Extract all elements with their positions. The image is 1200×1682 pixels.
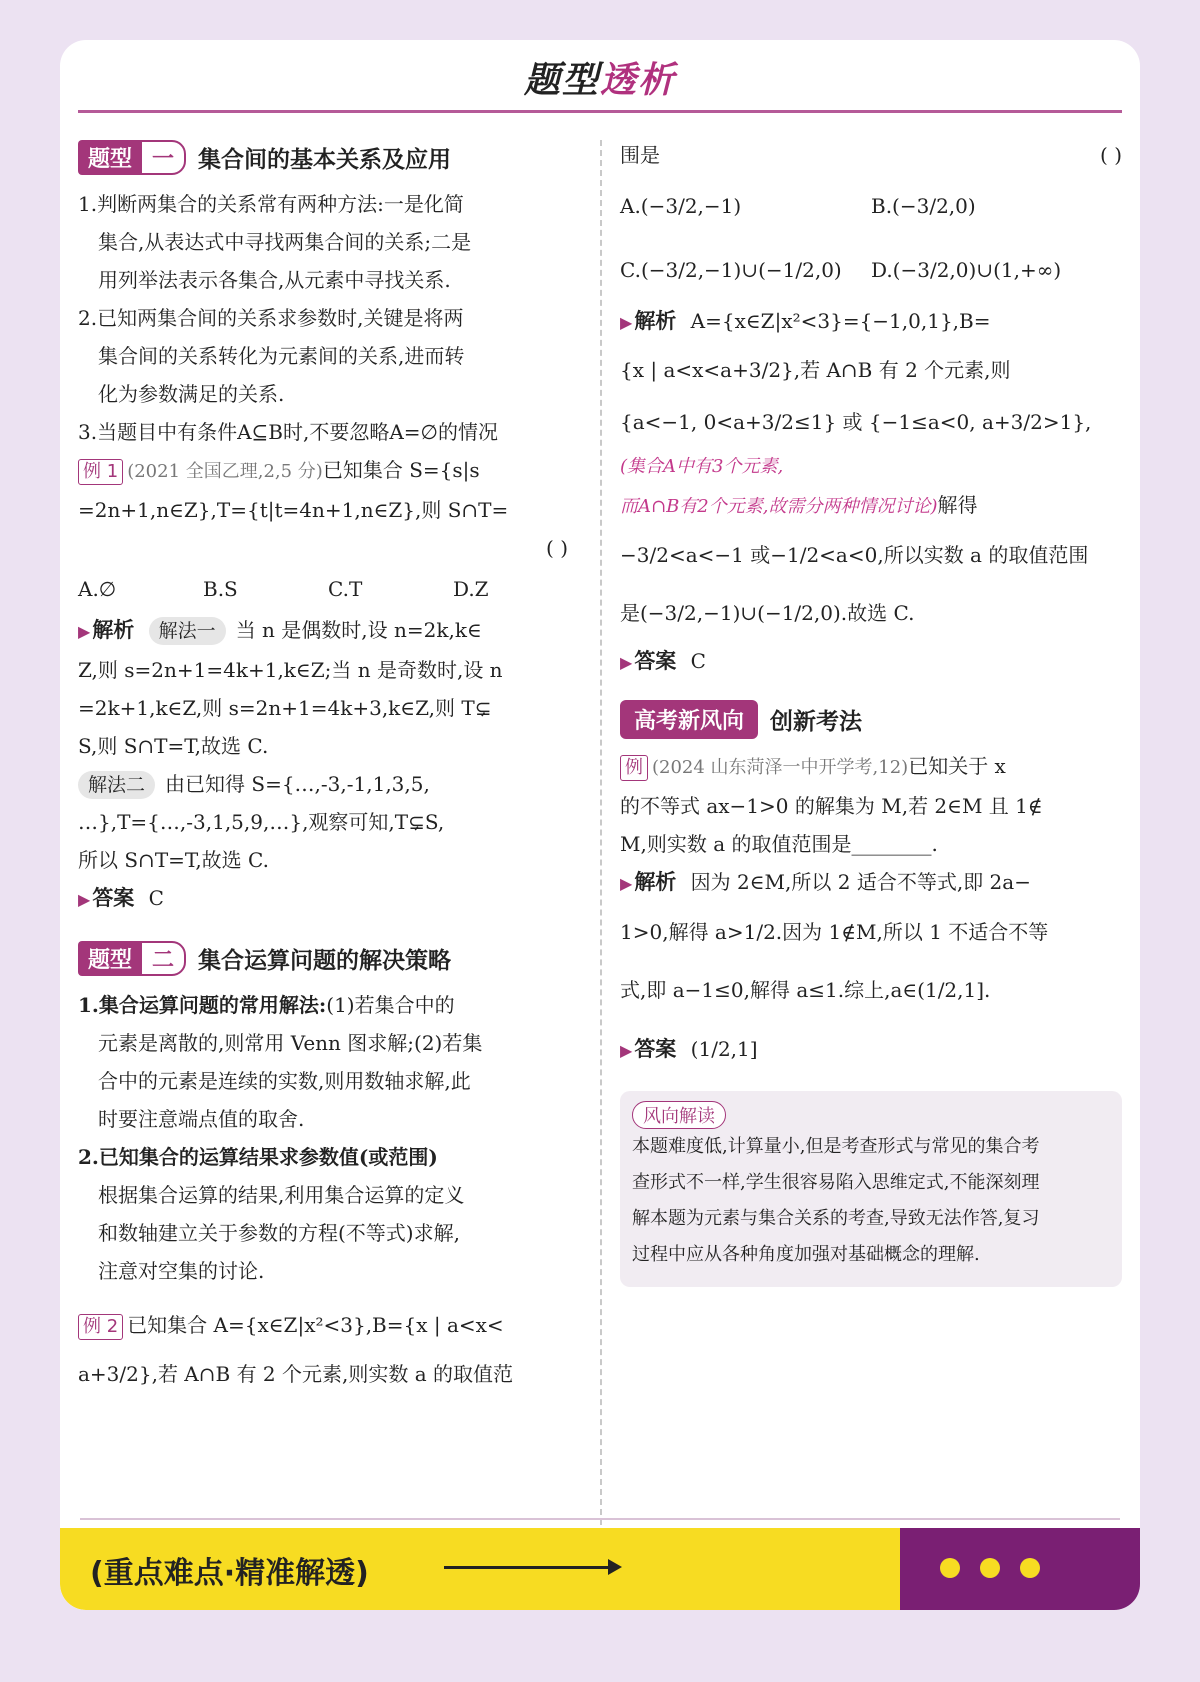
footer-purple-band	[900, 1528, 1140, 1610]
trend-reading-box: 风向解读 本题难度低,计算量小,但是考查形式与常见的集合考 查形式不一样,学生很容易陷入思维定式,不能深刻理 解本题为元素与集合关系的考查,导致无法作答,复习 过程中应从各种角度加强对基础概念的理解.	[620, 1091, 1122, 1287]
new-trend-tag: 高考新风向	[620, 700, 758, 739]
pink-note-2: 而A∩B有2个元素,故需分两种情况讨论)	[620, 496, 938, 517]
left-column: 题型 一 集合间的基本关系及应用 1.判断两集合的关系常有两种方法:一是化简 集合,从表达式中寻找两集合间的关系;二是 用列举法表示各集合,从元素中寻找关系. 2.已知两集合间的关系求参数时,关键是将两 集合间的关系转化为元素间的关系,进而转 化为参数满足的关系. 3.当题目中有条件A⊆B时,不要忽略A=∅的情况 例 1 (2021 全国乙理,2,5 分)已知集合 S={s|s =2n+1,n∈Z},T={t|t=4n+1,n∈Z},则 S∩T= ( ) A.∅ B.S C.T D.Z ▶解析 解法一 当 n 是偶数时,设 n=2k,k∈ Z,则 s=2n+1=4k+1,k∈Z;当 n 是奇数时,设 n =2k+1,k∈Z,则 s=2n+1=4k+3,k∈Z,则 T⊊ S,则 S∩T=T,故选 C. 解法二 由已知得 S={…,-3,-1,1,3,5, …},T={…,-3,1,5,9,…},观察可知,T⊊S, 所以 S∩T=T,故选 C. ▶答案 C 题型 二 集合运算问题的解决策略 1.集合运算问题的常用解法:(1)若集合中的 元素是离散的,则常用 Venn 图求解;(2)若集 合中的元素是连续的实数,则用数轴求解,此 时要注意端点值的取舍. 2.已知集合的运算结果求参数值(或范围) 根据集合运算的结果,利用集合运算的定义 和数轴建立关于参数的方程(不等式)求解, 注意对空集的讨论. 例 2 已知集合 A={x∈Z|x²<3},B={x | a<x< a+3/2},若 A∩B 有 2 个元素,则实数 a 的取值范	[78, 136, 578, 1404]
option-c: C.(−3/2,−1)∪(−1/2,0)	[620, 258, 842, 282]
option-b: B.S	[203, 577, 238, 601]
example-3-analysis: ▶解析 因为 2∈M,所以 2 适合不等式,即 2a−	[620, 870, 1031, 894]
example-3: 例 (2024 山东菏泽一中开学考,12)已知关于 x	[620, 747, 1122, 787]
example-2-analysis: ▶解析 A={x∈Z|x²<3}={−1,0,1},B=	[620, 309, 991, 333]
triangle-icon: ▶	[620, 874, 633, 893]
column-divider	[600, 140, 602, 1535]
triangle-icon: ▶	[620, 1041, 633, 1060]
option-d: D.(−3/2,0)∪(1,+∞)	[871, 258, 1062, 282]
dot-icon	[940, 1558, 960, 1578]
example-1-answer: ▶答案 C	[78, 886, 164, 910]
example-2-label: 例 2	[78, 1314, 123, 1340]
trend-reading-tag: 风向解读	[632, 1101, 726, 1129]
example-2-answer: ▶答案 C	[620, 649, 706, 673]
page-card	[60, 40, 1140, 1610]
option-d: D.Z	[453, 577, 489, 601]
right-column: 围是 ( ) A.(−3/2,−1) B.(−3/2,0) C.(−3/2,−1)∪(−1/2,0) D.(−3/2,0)∪(1,+∞) ▶解析 A={x∈Z|x²<3}={−1,0,1},B= {x | a<x<a+3/2},若 A∩B 有 2 个元素,则 {a<−1, 0<a+3/2≤1} 或 {−1≤a<0, a+3/2>1}, (集合A中有3个元素, 而A∩B有2个元素,故需分两种情况讨论)解得 −3/2<a<−1 或−1/2<a<0,所以实数 a 的取值范围 是(−3/2,−1)∪(−1/2,0).故选 C. ▶答案 C 高考新风向 创新考法 例 (2024 山东菏泽一中开学考,12)已知关于 x 的不等式 ax−1>0 的解集为 M,若 2∈M 且 1∉ M,则实数 a 的取值范围是________. ▶解析 因为 2∈M,所以 2 适合不等式,即 2a− 1>0,解得 a>1/2.因为 1∉M,所以 1 不适合不等 式,即 a−1≤0,解得 a≤1.综上,a∈(1/2,1]. ▶答案 (1/2,1] 风向解读 本题难度低,计算量小,但是考查形式与常见的集合考 查形式不一样,学生很容易陷入思维定式,不能深刻理 解本题为元素与集合关系的考查,导致无法作答,复习 过程中应从各种角度加强对基础概念的理解.	[620, 136, 1122, 1287]
section-1-heading: 题型 一 集合间的基本关系及应用	[78, 140, 578, 175]
title-rule	[78, 110, 1122, 113]
footer-banner	[60, 1528, 1140, 1610]
example-3-label: 例	[620, 755, 648, 781]
example-1: 例 1 (2021 全国乙理,2,5 分)已知集合 S={s|s	[78, 451, 578, 491]
triangle-icon: ▶	[78, 622, 91, 641]
example-1-label: 例 1	[78, 459, 123, 485]
bottom-rule	[80, 1518, 1120, 1520]
option-c: C.T	[328, 577, 363, 601]
footer-yellow-band	[60, 1528, 900, 1610]
option-a: A.(−3/2,−1)	[620, 194, 742, 218]
section-1-title: 集合间的基本关系及应用	[198, 147, 452, 173]
triangle-icon: ▶	[620, 653, 633, 672]
page-title: 题型透析	[523, 60, 677, 101]
triangle-icon: ▶	[78, 890, 91, 909]
section-2-title: 集合运算问题的解决策略	[198, 948, 452, 974]
option-b: B.(−3/2,0)	[871, 194, 976, 218]
pink-note: (集合A中有3个元素,	[620, 456, 784, 477]
footer-slogan: (重点难点·精准解透)	[90, 1556, 369, 1591]
dot-icon	[1020, 1558, 1040, 1578]
triangle-icon: ▶	[620, 313, 633, 332]
arrow-head-icon	[608, 1559, 622, 1575]
example-1-options	[78, 571, 578, 607]
page-header	[60, 40, 1140, 116]
example-2-options-row2	[620, 238, 1122, 302]
option-a: A.∅	[78, 577, 117, 601]
dot-icon	[980, 1558, 1000, 1578]
new-trend-heading: 高考新风向 创新考法	[620, 700, 1122, 739]
section-2-heading: 题型 二 集合运算问题的解决策略	[78, 941, 578, 976]
example-1-analysis: ▶解析 解法一 当 n 是偶数时,设 n=2k,k∈	[78, 611, 578, 651]
example-3-answer: ▶答案 (1/2,1]	[620, 1037, 758, 1061]
example-2: 例 2 已知集合 A={x∈Z|x²<3},B={x | a<x<	[78, 1306, 578, 1344]
arrow-icon	[444, 1566, 614, 1569]
example-2-options-row1	[620, 174, 1122, 238]
